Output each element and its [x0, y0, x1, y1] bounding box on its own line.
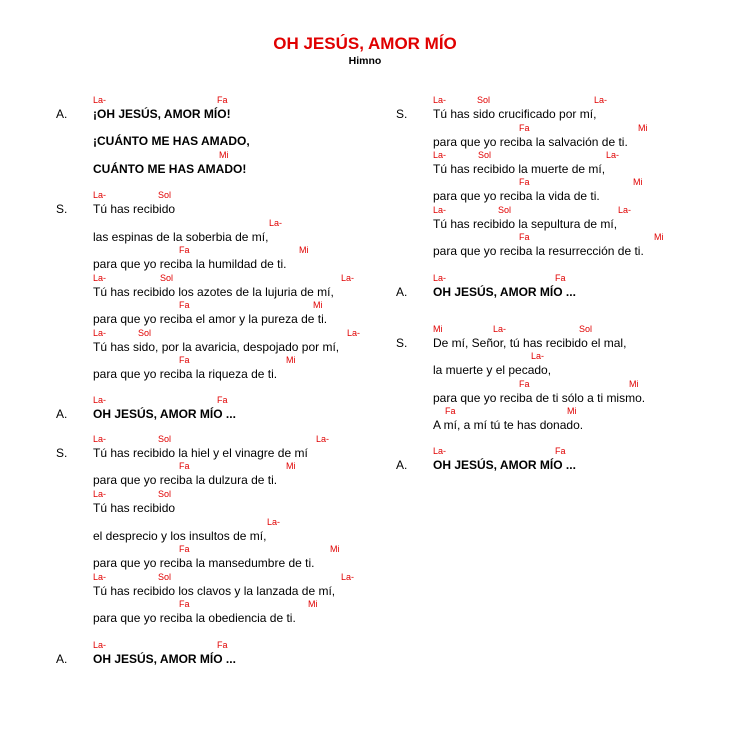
chord-label: Sol: [138, 328, 152, 338]
lyric-line: para que yo reciba la humildad de ti.: [93, 257, 287, 271]
chord-label: La-: [493, 324, 507, 334]
speaker-label: A.: [396, 458, 408, 472]
lyric-line: para que yo reciba la dulzura de ti.: [93, 473, 278, 487]
refrain-line: ¡CUÁNTO ME HAS AMADO,: [93, 134, 250, 148]
chord-row: [433, 379, 723, 389]
chord-label: Fa: [179, 300, 190, 310]
chord-label: La-: [316, 434, 330, 444]
chord-label: La-: [93, 489, 107, 499]
chord-row: [93, 572, 383, 582]
chord-row: [93, 245, 383, 255]
speaker-label: S.: [396, 107, 408, 121]
lyric-line: para que yo reciba el amor y la pureza de ti.: [93, 312, 328, 326]
speaker-label: A.: [56, 107, 68, 121]
lyric-line: las espinas de la soberbia de mí,: [93, 230, 269, 244]
chord-label: Sol: [158, 489, 172, 499]
chord-label: Sol: [158, 190, 172, 200]
speaker-label: A.: [56, 407, 68, 421]
song-subtitle: Himno: [348, 55, 382, 67]
speaker-label: S.: [396, 336, 408, 350]
chord-label: La-: [267, 517, 281, 527]
chord-label: Sol: [158, 572, 172, 582]
chord-label: Fa: [179, 245, 190, 255]
chord-row: [433, 232, 723, 242]
chord-label: La-: [347, 328, 361, 338]
refrain-line: OH JESÚS, AMOR MÍO ...: [433, 285, 576, 299]
chord-label: La-: [93, 273, 107, 283]
lyric-line: Tú has recibido: [93, 202, 176, 216]
chord-label: Fa: [179, 355, 190, 365]
chord-label: La-: [93, 95, 107, 105]
lyric-line: Tú has recibido la muerte de mí,: [433, 162, 606, 176]
chord-label: La-: [93, 572, 107, 582]
chord-label: La-: [341, 572, 355, 582]
chord-label: Sol: [498, 205, 512, 215]
lyric-line: De mí, Señor, tú has recibido el mal,: [433, 336, 627, 350]
chord-label: Sol: [478, 150, 492, 160]
lyric-line: Tú has recibido la hiel y el vinagre de mí: [93, 446, 308, 460]
chord-row: [433, 351, 723, 361]
chord-row: [433, 273, 723, 283]
chord-label: Sol: [158, 434, 172, 444]
chord-label: La-: [531, 351, 545, 361]
chord-label: Mi: [308, 599, 318, 609]
chord-row: [93, 599, 383, 609]
chord-label: La-: [433, 273, 447, 283]
lyric-line: para que yo reciba la mansedumbre de ti.: [93, 556, 315, 570]
chord-row: [93, 190, 383, 200]
chord-label: Mi: [654, 232, 664, 242]
lyric-line: para que yo reciba la vida de ti.: [433, 189, 600, 203]
chord-label: Mi: [567, 406, 577, 416]
chord-label: La-: [606, 150, 620, 160]
chord-row: [93, 150, 383, 160]
lyric-line: la muerte y el pecado,: [433, 363, 552, 377]
chord-label: Fa: [179, 544, 190, 554]
chord-label: La-: [433, 150, 447, 160]
chord-label: Mi: [219, 150, 229, 160]
chord-label: Fa: [179, 599, 190, 609]
chord-label: Fa: [217, 640, 228, 650]
chord-row: [93, 544, 383, 554]
chord-row: [93, 434, 383, 444]
lyric-line: para que yo reciba la resurrección de ti.: [433, 244, 644, 258]
song-title: OH JESÚS, AMOR MÍO: [273, 34, 457, 53]
chord-label: Mi: [629, 379, 639, 389]
chord-label: La-: [341, 273, 355, 283]
chord-label: Mi: [433, 324, 443, 334]
chord-label: Mi: [633, 177, 643, 187]
chord-label: Sol: [477, 95, 491, 105]
chord-label: Fa: [179, 461, 190, 471]
chord-label: Fa: [555, 446, 566, 456]
chord-label: La-: [93, 395, 107, 405]
speaker-label: S.: [56, 202, 68, 216]
lyric-line: Tú has recibido los clavos y la lanzada de mí,: [93, 584, 336, 598]
chord-label: La-: [93, 640, 107, 650]
chord-row: [93, 273, 383, 283]
speaker-label: S.: [56, 446, 68, 460]
chord-row: [433, 95, 723, 105]
chord-row: [433, 446, 723, 456]
chord-label: Fa: [519, 123, 530, 133]
chord-label: La-: [93, 434, 107, 444]
chord-label: Fa: [519, 177, 530, 187]
lyric-line: el desprecio y los insultos de mí,: [93, 529, 267, 543]
chord-label: Fa: [519, 379, 530, 389]
chord-label: Fa: [555, 273, 566, 283]
chord-row: [433, 177, 723, 187]
refrain-line: OH JESÚS, AMOR MÍO ...: [433, 458, 576, 472]
chord-label: La-: [433, 446, 447, 456]
chord-label: Mi: [638, 123, 648, 133]
chord-label: Fa: [217, 95, 228, 105]
chord-label: La-: [269, 218, 283, 228]
chord-row: [93, 218, 383, 228]
chord-row: [93, 489, 383, 499]
chord-label: Mi: [313, 300, 323, 310]
chord-label: Sol: [160, 273, 174, 283]
lyric-line: para que yo reciba de ti sólo a ti mismo.: [433, 391, 646, 405]
refrain-line: ¡OH JESÚS, AMOR MÍO!: [93, 107, 231, 121]
chord-label: Mi: [286, 461, 296, 471]
chord-row: [433, 150, 723, 160]
chord-label: Sol: [579, 324, 593, 334]
speaker-label: A.: [396, 285, 408, 299]
lyric-line: para que yo reciba la riqueza de ti.: [93, 367, 278, 381]
lyric-line: Tú has recibido: [93, 501, 176, 515]
chord-label: La-: [93, 190, 107, 200]
chord-row: [93, 640, 383, 650]
chord-row: [93, 395, 383, 405]
lyric-line: Tú has recibido la sepultura de mí,: [433, 217, 618, 231]
chord-label: Mi: [299, 245, 309, 255]
chord-row: [433, 406, 723, 416]
chord-row: [433, 324, 723, 334]
lyric-line: para que yo reciba la salvación de ti.: [433, 135, 628, 149]
chord-row: [433, 205, 723, 215]
chord-label: La-: [433, 205, 447, 215]
chord-label: La-: [618, 205, 632, 215]
chord-label: Mi: [330, 544, 340, 554]
lyric-line: Tú has recibido los azotes de la lujuria de mí,: [93, 285, 334, 299]
chord-label: Fa: [445, 406, 456, 416]
refrain-line: CUÁNTO ME HAS AMADO!: [93, 162, 247, 176]
chord-row: [93, 461, 383, 471]
lyric-line: Tú has sido crucificado por mí,: [433, 107, 597, 121]
lyric-line: Tú has sido, por la avaricia, despojado por mí,: [93, 340, 340, 354]
chord-row: [93, 300, 383, 310]
chord-label: La-: [433, 95, 447, 105]
chord-label: Fa: [217, 395, 228, 405]
chord-label: Mi: [286, 355, 296, 365]
chord-row: [93, 355, 383, 365]
lyric-line: A mí, a mí tú te has donado.: [433, 418, 584, 432]
chord-row: [93, 517, 383, 527]
chord-row: [433, 123, 723, 133]
refrain-line: OH JESÚS, AMOR MÍO ...: [93, 652, 236, 666]
refrain-line: OH JESÚS, AMOR MÍO ...: [93, 407, 236, 421]
chord-label: La-: [93, 328, 107, 338]
chord-label: La-: [594, 95, 608, 105]
chord-row: [93, 328, 383, 338]
lyric-line: para que yo reciba la obediencia de ti.: [93, 611, 296, 625]
speaker-label: A.: [56, 652, 68, 666]
chord-row: [93, 95, 383, 105]
chord-label: Fa: [519, 232, 530, 242]
